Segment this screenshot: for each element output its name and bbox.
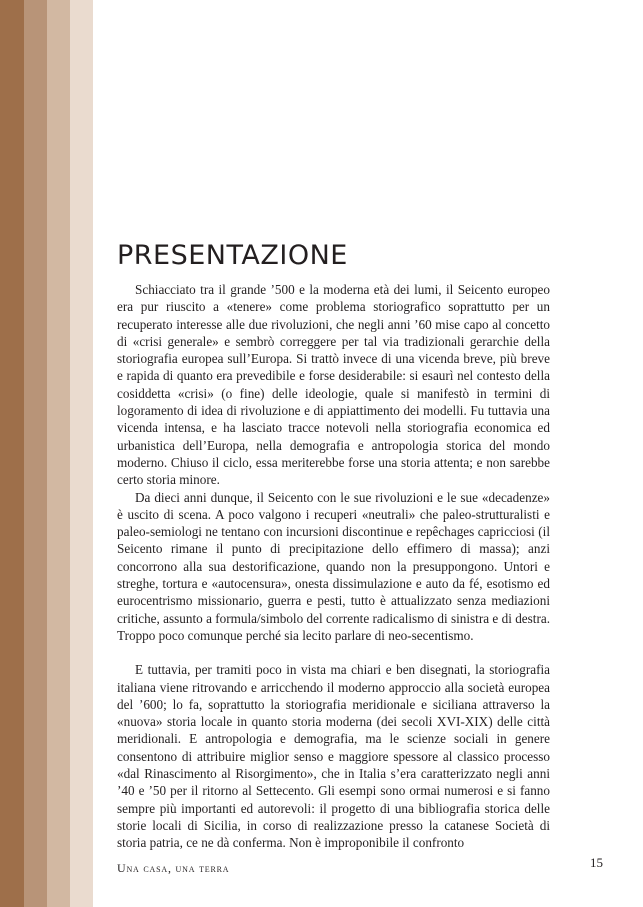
decorative-stripe-2 [24, 0, 47, 907]
page-title: PRESENTAZIONE [117, 240, 348, 271]
decorative-stripe-1 [0, 0, 24, 907]
page-content [117, 239, 550, 852]
paragraph-gap [117, 644, 550, 661]
decorative-stripe-3 [47, 0, 70, 907]
paragraph-1: Schiacciato tra il grande ’500 e la moderna età dei lumi, il Seicento europeo era pur riuscito a «tenere» come problema storiografico soprattutto per un recuperato interesse alle due rivoluzioni, che negli anni ’60 mise capo al concetto di «crisi generale» e sembrò correggere per tal via tradizionali gerarchie della storiografia europea sull’Europa. Si trattò invece di una vicenda breve, più breve e rapida di quanto era prevedibile e forse desiderabile: si esaurì nel contesto della cosiddetta «crisi» (o fine) delle ideologie, quale si manifestò in termini di logoramento di idea di rivoluzione e di appiattimento dei modelli. Fu tuttavia una vicenda intensa, e ha lasciato tracce notevoli nella storiografia economica ed urbanistica dell’Europa, nella demografia e antropologia storica del mondo moderno. Chiuso il ciclo, essa meriterebbe forse una storia attenta; e non sarebbe certo storia minore. [117, 282, 550, 488]
paragraph-2: Da dieci anni dunque, il Seicento con le sue rivoluzioni e le sue «decadenze» è uscito di scena. A poco valgono i recuperi «neutrali» che paleo-strutturalisti e paleo-semiologi ne tentano con incursioni discontinue e repêchages capricciosi (il Seicento rimane il punto di precipitazione dello effimero di massa); anzi concorrono alla sua destorificazione, quando non la presuppongono. Untori e streghe, tortura e «autocensura», onesta dissimulazione e auto da fé, esotismo ed eurocentrismo missionario, guerra e pesti, tutto è attualizzato senza mediazioni critiche, assunto a formula/simbolo del corrente radicalismo di sinistra e di destra. Troppo poco comunque perché sia lecito parlare di neo-secentismo. [117, 489, 550, 643]
page-number: 15 [590, 855, 603, 870]
running-title: Una casa, una terra [117, 861, 230, 875]
decorative-stripe-4 [70, 0, 93, 907]
paragraph-3: E tuttavia, per tramiti poco in vista ma chiari e ben disegnati, la storiografia italiana viene ritrovando e arricchendo il moderno approccio alla società europea del ’600; lo fa, soprattutto la storiografia meridionale e siciliana attraverso la «nuova» storia locale in quanto storia moderna (dei secoli XVI-XIX) delle città meridionali. E antropologia e demografia, ma le scienze sociali in genere consentono di attribuire miglior senso e maggiore spessore al classico processo «dal Rinascimento al Risorgimento», che in Italia s’era caratterizzato negli anni ’40 e ’50 per il ritorno al Settecento. Gli esempi sono ormai numerosi e si fanno sempre più importanti ed autorevoli: il progetto di una bibliografia storica delle storie locali di Sicilia, in corso di realizzazione presso la catanese Società di storia patria, ce ne dà conferma. Non è improponibile il confronto [117, 662, 550, 851]
